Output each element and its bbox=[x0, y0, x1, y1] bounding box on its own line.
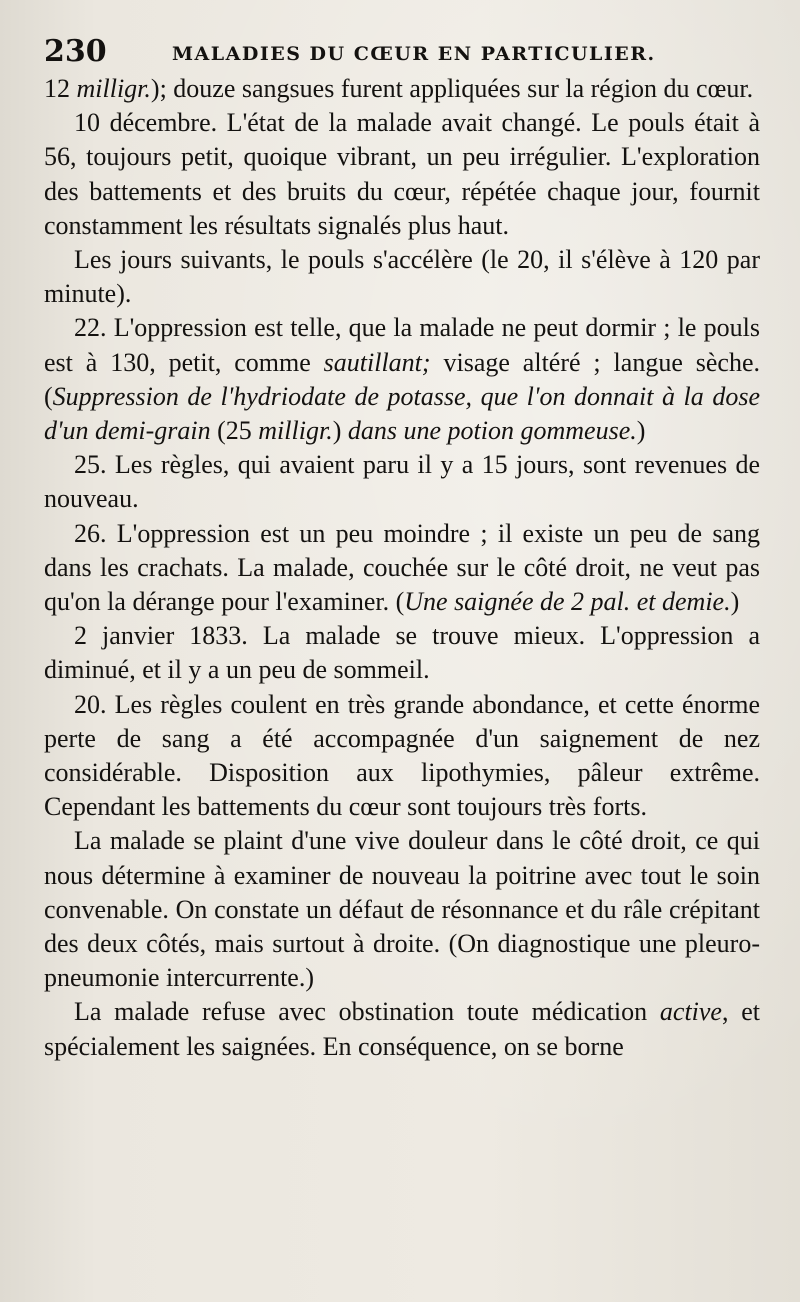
paragraph-1-italic: milligr. bbox=[76, 74, 151, 103]
paragraph-1 bbox=[44, 72, 760, 106]
paragraph-4-text-e: ) bbox=[636, 416, 646, 446]
running-head bbox=[44, 34, 764, 74]
paragraph-4-text-d: ) bbox=[332, 416, 348, 446]
paragraph-6-text-a: 26. L'oppression est un peu moindre ; il existe un peu de sang dans les crachats. La malade, couchée sur le côté droit, ne veut pas qu'on la dérange pour l'examiner. ( bbox=[44, 518, 760, 617]
running-title: MALADIES DU CŒUR EN PARTICULIER. bbox=[172, 43, 656, 65]
body-text bbox=[44, 72, 760, 1064]
paragraph-4-text-a: 22. L'oppression est telle, que la malade ne peut dormir ; le pouls est à 130, petit, comme bbox=[44, 313, 760, 377]
paragraph-10-text-b: , et spécialement les saignées. En conséquence, on se borne bbox=[44, 997, 760, 1061]
paragraph-4-text-c: (25 bbox=[210, 416, 259, 446]
paragraph-4-italic-3: milligr. bbox=[258, 416, 333, 446]
paragraph-4-italic-2: Suppression de l'hydriodate de potasse, que l'on donnait à la dose d'un demi-grain bbox=[44, 381, 760, 446]
paragraph-2: 10 décembre. L'état de la malade avait changé. Le pouls était à 56, toujours petit, quoique vibrant, un peu irrégulier. L'exploration des battements et des bruits du cœur, répétée chaque jour, fournit constamment les résultats signalés plus haut. bbox=[44, 108, 760, 240]
paragraph-10-italic: active bbox=[659, 997, 722, 1027]
paragraph-6 bbox=[44, 517, 760, 620]
paragraph-6-text-b: ) bbox=[730, 587, 740, 617]
paragraph-4-italic-1: sautillant; bbox=[323, 347, 431, 377]
paragraph-10 bbox=[44, 995, 760, 1063]
paragraph-4-italic-4: dans une potion gommeuse. bbox=[347, 416, 637, 446]
paragraph-8: 20. Les règles coulent en très grande abondance, et cette énorme perte de sang a été accompagnée d'un saignement de nez considérable. Disposition aux lipothymies, pâleur extrême. Cependant les battements du cœur sont toujours très forts. bbox=[44, 689, 760, 822]
paragraph-10-text-a: La malade refuse avec obstination toute médication bbox=[74, 997, 660, 1027]
paragraph-6-italic: Une saignée de 2 pal. et demie. bbox=[404, 587, 731, 617]
paragraph-1-text-a: 12 bbox=[44, 74, 77, 103]
paragraph-7: 2 janvier 1833. La malade se trouve mieux. L'oppression a diminué, et il y a un peu de sommeil. bbox=[44, 621, 760, 685]
paragraph-4-text-b: visage altéré ; langue sèche. ( bbox=[44, 347, 760, 411]
paragraph-9: La malade se plaint d'une vive douleur dans le côté droit, ce qui nous détermine à examiner de nouveau la poitrine avec tout le soin convenable. On constate un défaut de résonnance et du râle crépitant des deux côtés, mais surtout à droite. (On diagnostique une pleuro-pneumonie intercurrente.) bbox=[44, 826, 760, 993]
page-number: 230 bbox=[44, 34, 107, 69]
paragraph-4 bbox=[44, 311, 760, 448]
paragraph-1-text-b: ); douze sangsues furent appliquées sur la région du cœur. bbox=[150, 74, 754, 103]
paragraph-5: 25. Les règles, qui avaient paru il y a 15 jours, sont revenues de nouveau. bbox=[44, 450, 760, 514]
paragraph-3: Les jours suivants, le pouls s'accélère (le 20, il s'élève à 120 par minute). bbox=[44, 245, 760, 309]
